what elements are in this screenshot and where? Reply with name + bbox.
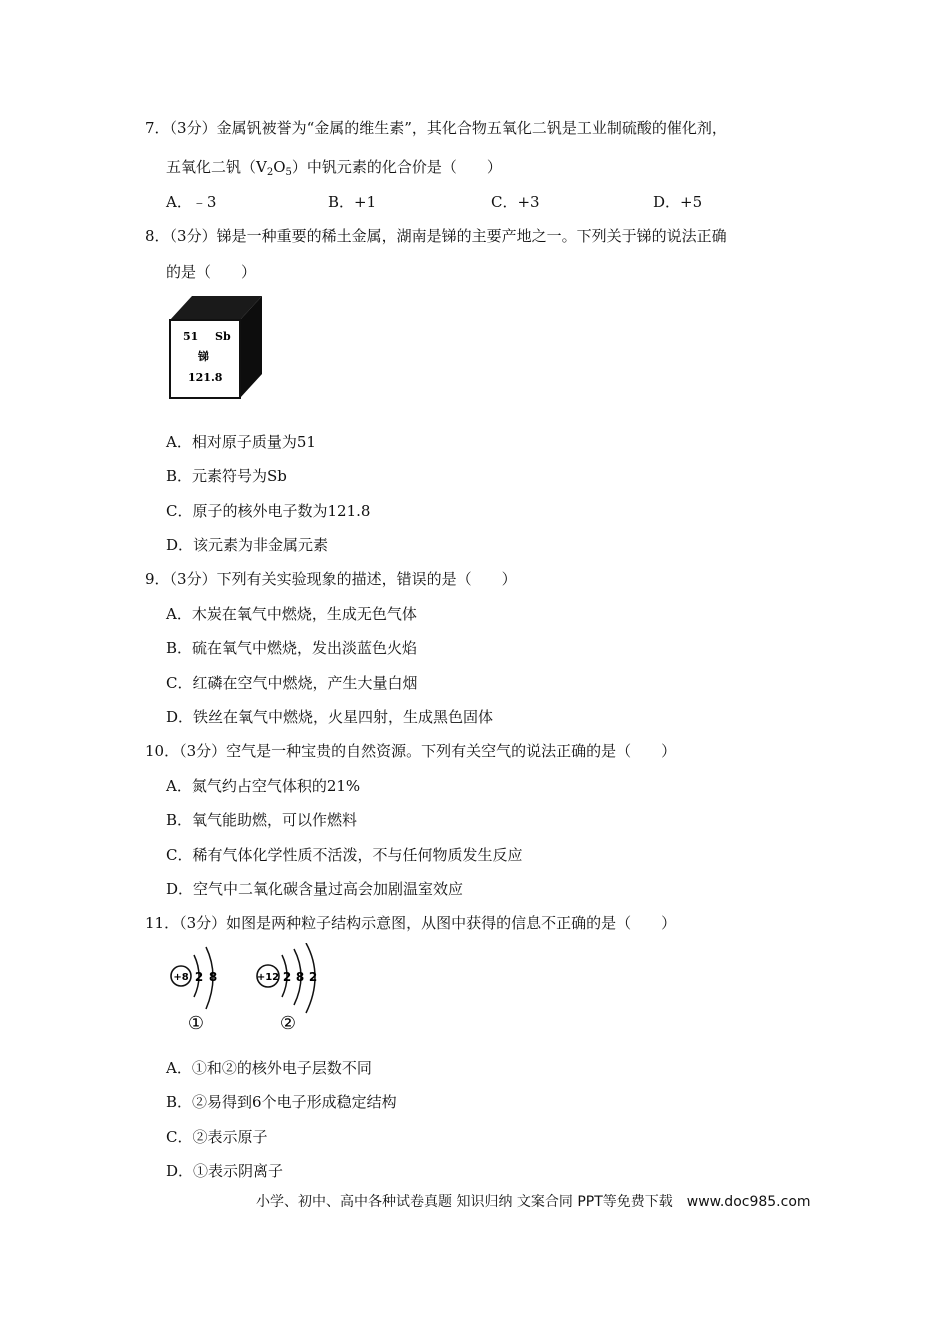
q8-option-a: A．相对原子质量为51 [166, 433, 316, 451]
q9-stem: 9．（3分）下列有关实验现象的描述，错误的是（ ） [145, 570, 517, 588]
particle-structure-figure [166, 943, 336, 1033]
q8-option-d: D．该元素为非金属元素 [166, 536, 329, 554]
element-tile-figure [166, 292, 266, 402]
element-symbol: Sb [215, 330, 231, 343]
q8-option-b: B．元素符号为Sb [166, 467, 287, 485]
q7-option-b: B．+1 [328, 193, 377, 211]
q10-option-b: B．氧气能助燃，可以作燃料 [166, 811, 358, 829]
q9-option-a: A．木炭在氧气中燃烧，生成无色气体 [166, 605, 417, 623]
q7-option-c: C．+3 [491, 193, 540, 211]
q10-option-c: C．稀有气体化学性质不活泼，不与任何物质发生反应 [166, 846, 523, 864]
q10-stem: 10．（3分）空气是一种宝贵的自然资源。下列有关空气的说法正确的是（ ） [145, 742, 677, 760]
q11-option-b: B．②易得到6个电子形成稳定结构 [166, 1093, 397, 1111]
particle-1-label: ① [187, 1013, 205, 1033]
particle-1-nucleus: +8 [173, 972, 189, 983]
q11-option-a: A．①和②的核外电子层数不同 [166, 1059, 372, 1077]
page-footer: 小学、初中、高中各种试卷真题 知识归纳 文案合同 PPT等免费下载 www.doc985.com [256, 1194, 811, 1210]
q11-stem: 11．（3分）如图是两种粒子结构示意图，从图中获得的信息不正确的是（ ） [145, 914, 677, 932]
q11-option-c: C．②表示原子 [166, 1128, 268, 1146]
q8-stem: 8．（3分）锑是一种重要的稀土金属，湖南是锑的主要产地之一。下列关于锑的说法正确 [145, 227, 727, 245]
particle-2-label: ② [279, 1013, 297, 1033]
q10-option-a: A．氮气约占空气体积的21% [166, 777, 361, 795]
q7-option-a: A．﹣3 [166, 193, 217, 211]
element-mass: 121.8 [188, 371, 223, 384]
q9-option-b: B．硫在氧气中燃烧，发出淡蓝色火焰 [166, 639, 418, 657]
q8-stem-cont: 的是（ ） [166, 263, 257, 281]
q7-options [166, 191, 726, 211]
q7-stem: 7．（3分）金属钒被誉为“金属的维生素”，其化合物五氧化二钒是工业制硫酸的催化剂， [145, 119, 727, 137]
element-name: 锑 [198, 350, 209, 363]
element-number: 51 [183, 330, 199, 343]
particle-2-shell-1: 2 [282, 970, 292, 984]
q10-option-d: D．空气中二氧化碳含量过高会加剧温室效应 [166, 880, 464, 898]
particle-2-shell-3: 2 [308, 970, 318, 984]
particle-2-nucleus: +12 [256, 972, 280, 983]
q8-option-c: C．原子的核外电子数为121.8 [166, 502, 371, 520]
particle-1-shell-1: 2 [194, 970, 204, 984]
particle-2-diagram [257, 943, 317, 1033]
particle-1-diagram [171, 947, 217, 1033]
q7-option-d: D．+5 [653, 193, 703, 211]
q9-option-c: C．红磷在空气中燃烧，产生大量白烟 [166, 674, 418, 692]
particle-2-shell-2: 8 [295, 970, 305, 984]
particle-1-shell-2: 8 [208, 970, 218, 984]
q9-option-d: D．铁丝在氧气中燃烧，火星四射，生成黑色固体 [166, 708, 494, 726]
q11-option-d: D．①表示阴离子 [166, 1162, 284, 1180]
q7-stem-cont: 五氧化二钒$(V_2O_5)$中钒元素的化合价是（ ） [166, 158, 502, 178]
